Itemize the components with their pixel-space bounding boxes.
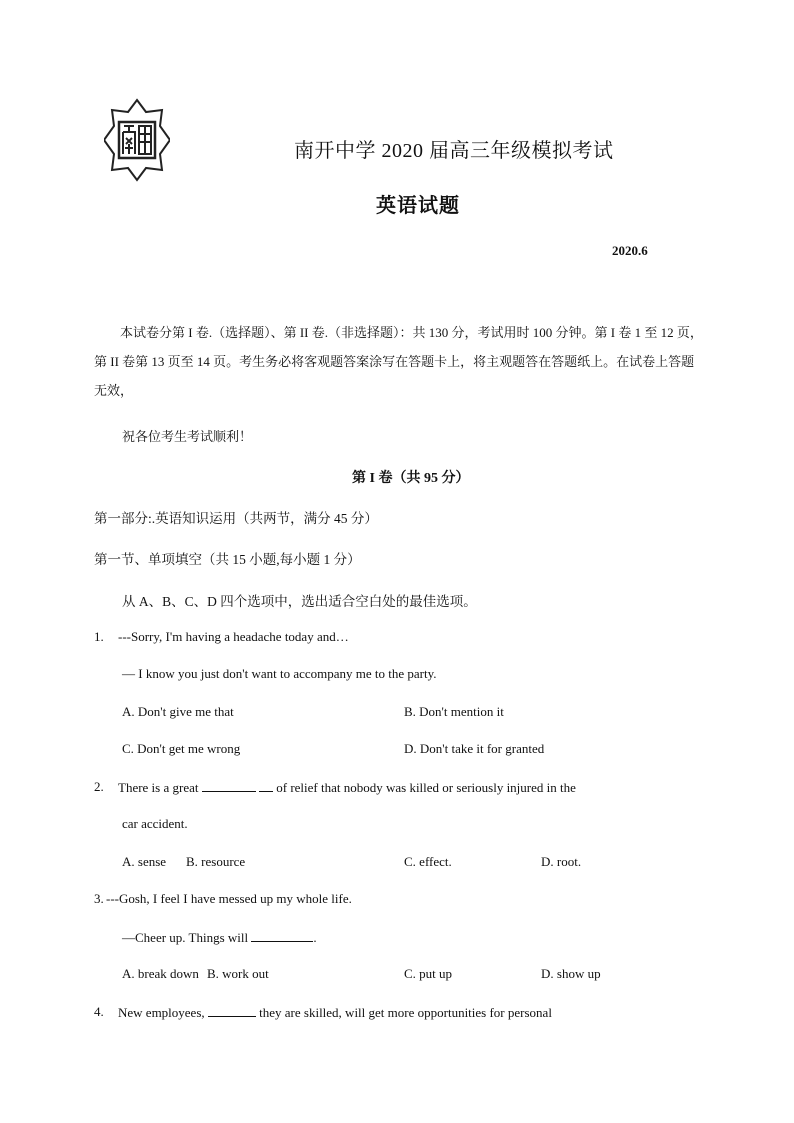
question-number: 1. xyxy=(94,629,104,644)
subpart-heading: 第一节、单项填空（共 15 小题,每小题 1 分） xyxy=(94,552,361,567)
answer-blank xyxy=(202,779,256,792)
reply-before-blank: —Cheer up. Things will xyxy=(122,930,249,945)
option-b: B. Don't mention it xyxy=(404,704,504,719)
option-b: B. work out xyxy=(207,966,269,981)
exam-title: 南开中学 2020 届高三年级模拟考试 xyxy=(294,140,614,162)
question-number: 2. xyxy=(94,779,104,794)
reply-after-blank: . xyxy=(313,930,317,945)
instructions-paragraph xyxy=(94,318,704,405)
stem-after-blank: they are skilled, will get more opportunities for personal xyxy=(259,1005,552,1020)
part-heading: 第一部分:.英语知识运用（共两节，满分 45 分） xyxy=(94,511,378,526)
option-d: D. show up xyxy=(541,966,601,981)
exam-subtitle: 英语试题 xyxy=(376,195,460,217)
school-logo xyxy=(104,98,170,182)
stem-before-blank: New employees, xyxy=(118,1005,205,1020)
option-a: A. sense xyxy=(122,854,167,869)
question-stem xyxy=(118,779,576,796)
answer-blank xyxy=(251,929,313,942)
directions-text: 从 A、B、C、D 四个选项中，选出适合空白处的最佳选项。 xyxy=(122,594,477,609)
question-reply: — I know you just don't want to accompany me to the party. xyxy=(122,666,437,681)
option-d: D. root. xyxy=(541,854,582,869)
question-stem: ---Gosh, I feel I have messed up my whole life. xyxy=(106,891,352,906)
question-number: 3. xyxy=(94,891,104,906)
exam-date: 2020.6 xyxy=(612,243,648,258)
option-a: A. break down xyxy=(122,966,199,981)
option-b: B. resource xyxy=(186,854,246,869)
question-stem-continued: car accident. xyxy=(122,816,188,831)
question-stem xyxy=(118,1004,552,1021)
question-reply xyxy=(122,929,317,946)
section-title: 第 I 卷（共 95 分） xyxy=(352,471,470,486)
option-a: A. Don't give me that xyxy=(122,704,234,719)
instructions-text: 本试卷分第 I 卷.（选择题）、第 II 卷.（非选择题）：共 130 分，考试用时 100 分钟。第 I 卷 1 至 12 页，第 II 卷第 13 页至 14 页。考生务必将客观题答案涂写在答题卡上，将主观题答在答题纸上。在试卷上答题无效， xyxy=(94,325,703,398)
answer-blank xyxy=(208,1004,256,1017)
option-c: C. effect. xyxy=(404,854,452,869)
option-c: C. put up xyxy=(404,966,453,981)
good-luck-text: 祝各位考生考试顺利！ xyxy=(122,429,253,444)
answer-blank xyxy=(259,779,273,792)
question-number: 4. xyxy=(94,1004,104,1019)
stem-after-blank: of relief that nobody was killed or seriously injured in the xyxy=(276,780,576,795)
option-d: D. Don't take it for granted xyxy=(404,741,545,756)
option-c: C. Don't get me wrong xyxy=(122,741,241,756)
question-stem: ---Sorry, I'm having a headache today and… xyxy=(118,629,349,644)
stem-before-blank: There is a great xyxy=(118,780,199,795)
